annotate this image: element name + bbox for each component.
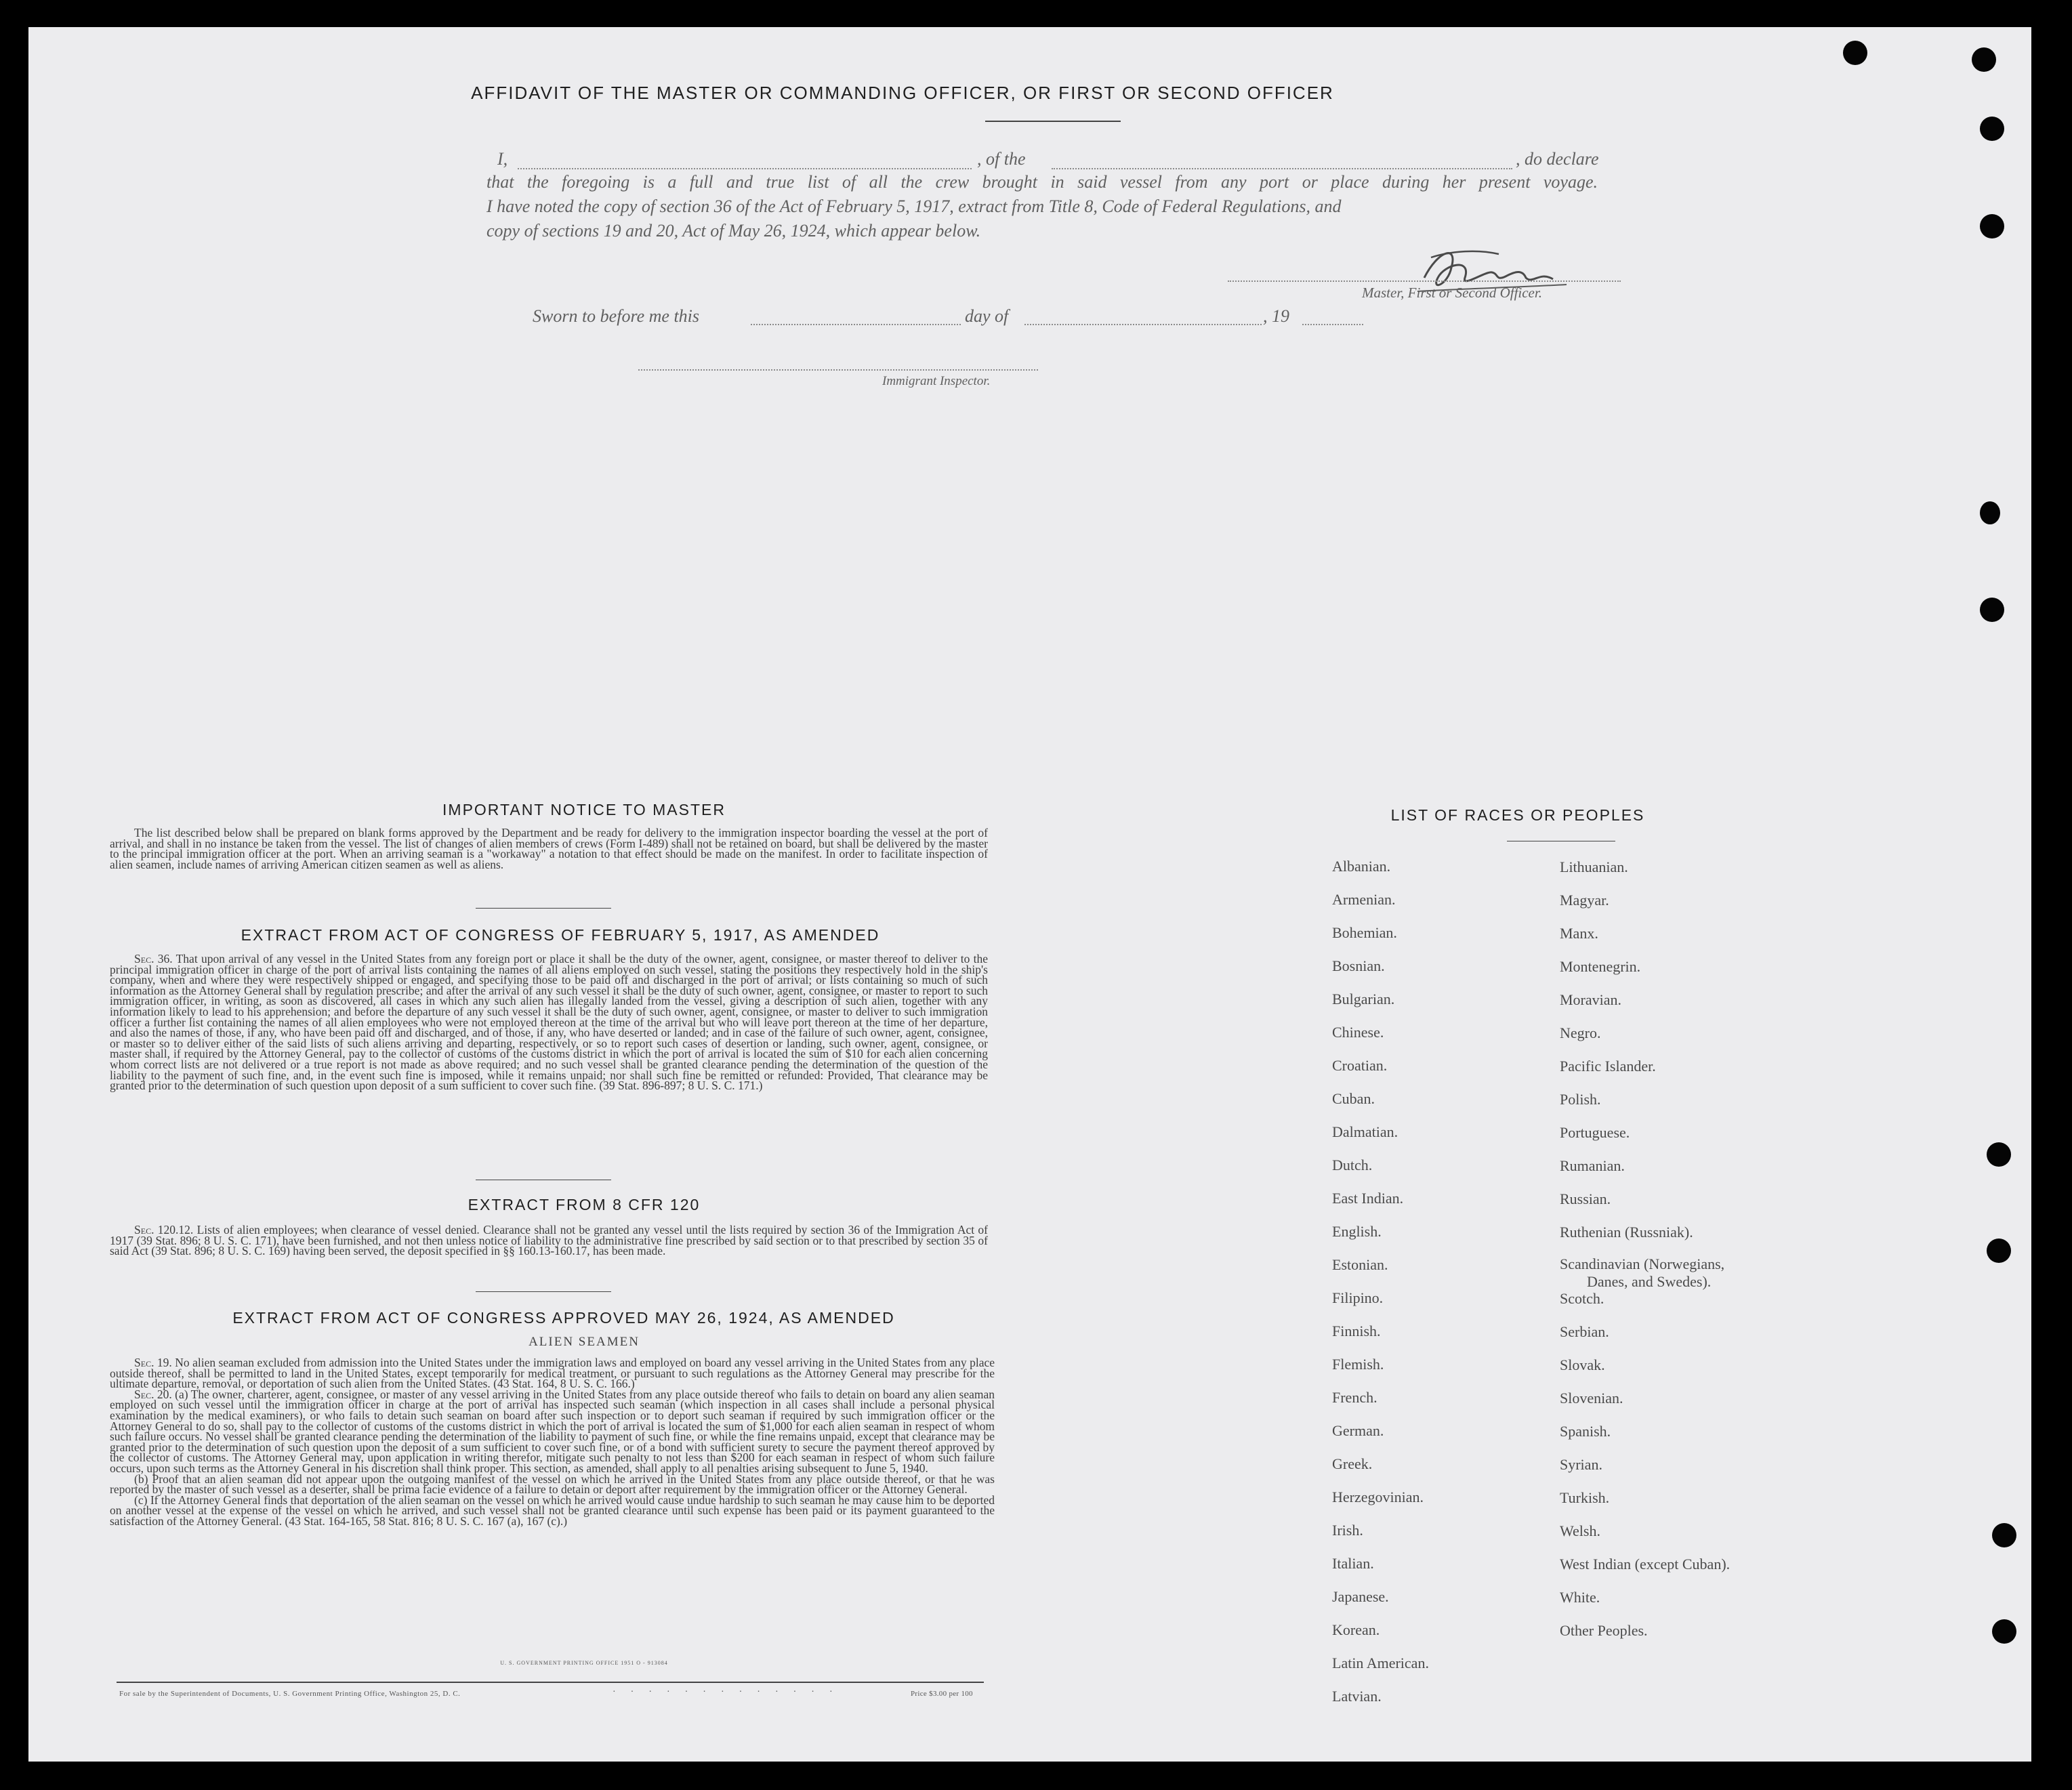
sworn-day-field[interactable] [751,324,961,325]
races-left-column [1332,856,1429,1720]
extract-cfr-title: EXTRACT FROM 8 CFR 120 [468,1196,701,1213]
affidavit-title: AFFIDAVIT OF THE MASTER OR COMMANDING OFFICER, OR FIRST OR SECOND OFFICER [471,83,1334,103]
punch-hole-icon [1972,47,1996,72]
sworn-year-field[interactable] [1302,324,1363,325]
punch-hole-icon [1992,1523,2016,1547]
vessel-name-field[interactable] [1052,168,1512,169]
race-item: Slovenian. [1560,1390,1623,1407]
race-item: German. [1332,1422,1384,1439]
race-item: Dalmatian. [1332,1123,1398,1140]
sec-19-label: Sec. 19. [134,1356,172,1369]
race-item: Chinese. [1332,1024,1384,1041]
sec-19-text: No alien seaman excluded from admission into the United States under the immigration laws and employed on board any vessel arriving in the United States from any place outside thereof, shall be permitted to land in the United States, except temporarily for medical treatment, or pursuant to such regulations as the Attorney General may prescribe for the ultimate departure, removal, or deportation of such alien from the United States. (43 Stat. 164, 8 U. S. C. 166.) [110,1356,995,1391]
sworn-year: , 19 [1263,306,1289,326]
punch-hole-icon [1987,1239,2011,1263]
punch-hole-icon [1980,117,2004,141]
races-right-column [1560,857,1730,1654]
race-item: Negro. [1560,1024,1601,1041]
signature-caption: Master, First or Second Officer. [1362,285,1542,301]
sec-36-text: That upon arrival of any vessel in the United States from any foreign port or place it shall be the duty of the owner, agent, consignee, or master thereof to deliver to the principal immigration officer in charge of the port of arrival lists containing the names of all aliens employed on such vessel, stating the positions they respectively hold in the ship's company, when and where they were respectively shipped or engaged, and specifying those to be paid off and discharged in the port of arrival; or lists containing so much of such information as the Attorney General shall by regulation prescribe; and after the arrival of any such vessel it shall be the duty of such owner, agent, consignee, or master to report to such immigration officer, in writing, as soon as discovered, all cases in which any such alien has illegally landed from the vessel, giving a description of such alien, together with any information likely to lead to his apprehension; and before the departure of any such vessel it shall be the duty of such owner, agent, consignee, or master to deliver to such immigration officer a further list containing the names of all alien employees who were not employed thereon at the time of the arrival but who will leave port thereon at the time of her departure, and also the names of those, if any, who have been paid off and discharged, and of those, if any, who have deserted or landed; and in case of the failure of such owner, agent, consignee, or master so to deliver either of the said lists of such aliens arriving and departing, respectively, or so to report such cases of desertion or landing, such owner, agent, consignee, or master shall, if required by the Attorney General, pay to the collector of customs of the customs district in which the port of arrival is located the sum of $10 for each alien concerning whom correct lists are not delivered or a true report is not made as above required; and no such vessel shall be granted clearance pending the determination of the question of the liability to the payment of such fine, and, in the event such fine is imposed, while it remains unpaid; nor shall such fine be remitted or refunded: Provided, That clearance may be granted prior to the determination of such question upon deposit of a sum sufficient to cover such fine. (39 Stat. 896-897; 8 U. S. C. 171.) [110,952,988,1093]
sworn-before-text: Sworn to before me this [533,306,700,326]
extract-1924-title: EXTRACT FROM ACT OF CONGRESS APPROVED MAY 26, 1924, AS AMENDED [232,1309,895,1327]
extract-cfr-text [110,1225,988,1257]
race-item: Magyar. [1560,892,1609,909]
footer-rule [117,1682,984,1683]
race-item: Armenian. [1332,891,1396,908]
punch-hole-icon [1980,598,2004,622]
notice-text: The list described below shall be prepared on blank forms approved by the Department and be ready for delivery to the immigration inspector boarding the vessel at the port of arrival, and shall in no instance be taken from the vessel. The list of changes of alien members of crews (Form I-489) shall not be retained on board, but shall be delivered by the master to the principal immigration officer at the port. When an arriving seaman is a "workaway" a notation to that effect should be made on the manifest. In order to facilitate inspection of alien seamen, include names of arriving American citizen seamen as well as aliens. [110,826,988,871]
dot-leader: ············· [613,1687,848,1697]
race-item: Herzegovinian. [1332,1489,1424,1505]
race-item: Polish. [1560,1091,1601,1108]
race-item: Latvian. [1332,1688,1382,1705]
extract-1917-title: EXTRACT FROM ACT OF CONGRESS OF FEBRUARY 5, 1917, AS AMENDED [241,926,880,944]
punch-hole-icon [1992,1619,2016,1644]
for-sale-note: For sale by the Superintendent of Documents, U. S. Government Printing Office, Washington 25, D. C. [119,1690,461,1698]
affidavit-line-2: that the foregoing is a full and true list of all the crew brought in said vessel from any port or place during her present voyage. [486,172,1598,192]
race-item: Latin American. [1332,1654,1429,1671]
printing-office-note: U. S. GOVERNMENT PRINTING OFFICE 1951 O - 913084 [500,1660,668,1666]
sworn-month-field[interactable] [1024,324,1262,325]
sec-20-label: Sec. 20. [134,1387,172,1401]
sec-20b-text: (b) Proof that an alien seaman did not appear upon the outgoing manifest of the vessel on which he arrived in the United States from any place outside thereof, or that he was reported by the master of such vessel as a deserter, shall be prima facie evidence of a failure to detain or deport after requirement by the immigration officer or the Attorney General. [110,1472,995,1497]
race-item: English. [1332,1223,1382,1240]
affidavit-line-4: copy of sections 19 and 20, Act of May 26, 1924, which appear below. [486,221,981,241]
race-item: Ruthenian (Russniak). [1560,1224,1693,1241]
race-item: Japanese. [1332,1588,1389,1605]
inspector-signature-line[interactable] [638,369,1038,371]
race-item: Albanian. [1332,858,1391,875]
signature-line[interactable] [1228,280,1621,282]
race-item: Other Peoples. [1560,1622,1648,1639]
race-item: White. [1560,1589,1600,1606]
sworn-day-of: day of [965,306,1009,326]
notice-rule [476,908,611,909]
race-item: Turkish. [1560,1489,1610,1506]
sec-120-text: Lists of alien employees; when clearance of vessel denied. Clearance shall not be granted any vessel until the lists required by section 36 of the Immigration Act of 1917 (39 Stat. 896; 8 U. S. C. 171), have been furnished, and not then unless notice of liability to the administrative fine prescribed by said section or to that prescribed by section 35 of said Act (39 Stat. 896; 8 U. S. C. 169) having been served, the deposit specified in §§ 160.13-160.17, has been made. [110,1223,989,1258]
race-item: French. [1332,1389,1377,1406]
race-item: Serbian. [1560,1323,1609,1340]
race-item: Moravian. [1560,991,1622,1008]
price-note: Price $3.00 per 100 [911,1690,973,1698]
sec-120-label: Sec. 120.12. [134,1223,194,1236]
punch-hole-icon [1980,214,2004,238]
punch-hole-icon [1987,1142,2011,1167]
race-item: Bulgarian. [1332,991,1395,1007]
race-item: Bohemian. [1332,924,1397,941]
race-item: Syrian. [1560,1456,1602,1473]
race-item-scandinavian-cont: Danes, and Swedes). [1587,1273,1712,1290]
affidavit-i: I, [497,149,508,169]
race-item: Welsh. [1560,1522,1600,1539]
sec-20c-text: (c) If the Attorney General finds that deportation of the alien seaman on the vessel on which he arrived would cause undue hardship to such seaman he may cause him to be deported on another vessel at the expense of the vessel on which he arrived, and such vessel shall not be granted clearance until such expense has been paid or its payment guaranteed to the satisfaction of the Attorney General. (43 Stat. 164-165, 58 Stat. 816; 8 U. S. C. 167 (a), 167 (c).) [110,1493,995,1528]
race-item: Dutch. [1332,1157,1373,1173]
declarant-name-field[interactable] [518,168,972,169]
document-page [28,27,2031,1762]
race-item: Slovak. [1560,1356,1605,1373]
race-item: East Indian. [1332,1190,1404,1207]
race-item: Cuban. [1332,1090,1375,1107]
race-item: Filipino. [1332,1289,1384,1306]
races-title: LIST OF RACES OR PEOPLES [1390,806,1645,824]
race-item: Croatian. [1332,1057,1388,1074]
race-item: Finnish. [1332,1323,1381,1339]
race-item: Scotch. [1560,1290,1604,1307]
race-item: Korean. [1332,1621,1380,1638]
race-item: Portuguese. [1560,1124,1630,1141]
extract-cfr-rule [476,1291,611,1292]
race-item: Flemish. [1332,1356,1384,1373]
race-item: Spanish. [1560,1423,1611,1440]
alien-seamen-subtitle: ALIEN SEAMEN [529,1335,640,1349]
affidavit-line-3: I have noted the copy of section 36 of the Act of February 5, 1917, extract from Title 8, Code of Federal Regulations, and [486,196,1342,216]
inspector-caption: Immigrant Inspector. [882,374,991,388]
extract-1924-text [110,1358,995,1527]
race-item: Russian. [1560,1190,1611,1207]
race-item: Italian. [1332,1555,1374,1572]
race-item: Lithuanian. [1560,858,1628,875]
punch-hole-icon [1843,41,1867,65]
punch-hole-icon [1980,501,2000,524]
sec-20a-text: (a) The owner, charterer, agent, consignee, or master of any vessel arriving in the United States from any place outside thereof who fails to detain on board any alien seaman employed on such vessel until the immigration officer in charge at the port of arrival has inspected such seaman (which inspection in all cases shall include a personal physical examination by the medical examiners), or who fails to detain such seaman on board after such inspection or to deport such seaman if required by such immigration officer or the Attorney General to do so, shall pay to the collector of customs of the customs district in which the port of arrival is located the sum of $1,000 for each alien seaman in respect of whom such failure occurs. No vessel shall be granted clearance pending the determination of the liability to payment of such fine, or while the fine remains unpaid, except that clearance may be granted prior to the determination of such question upon the deposit of a sum sufficient to cover such fine, or of a bond with sufficient surety to secure the payment thereof approved by the collector of customs. The Attorney General may, upon application in writing therefor, mitigate such penalty to not less than $200 for each seaman in respect of whom such failure occurs, upon such terms as the Attorney General in his discretion shall think proper. This section, as amended, shall apply to all penalties arising subsequent to June 5, 1940. [110,1387,995,1475]
affidavit-title-rule [985,121,1121,122]
race-item: Rumanian. [1560,1157,1625,1174]
race-item: Pacific Islander. [1560,1058,1656,1075]
race-item-scandinavian: Scandinavian (Norwegians, [1560,1255,1725,1272]
race-item: Estonian. [1332,1256,1388,1273]
race-item: Greek. [1332,1455,1373,1472]
notice-title: IMPORTANT NOTICE TO MASTER [442,801,726,818]
race-item: Manx. [1560,925,1598,942]
race-item: Bosnian. [1332,957,1385,974]
race-item: Irish. [1332,1522,1363,1539]
sec-36-label: Sec. 36. [134,952,173,965]
affidavit-do-declare: , do declare [1516,149,1599,169]
race-item: West Indian (except Cuban). [1560,1556,1731,1573]
affidavit-of-the: , of the [977,149,1026,169]
race-item [1560,1255,1730,1289]
extract-1917-text [110,954,988,1091]
race-item: Montenegrin. [1560,958,1641,975]
